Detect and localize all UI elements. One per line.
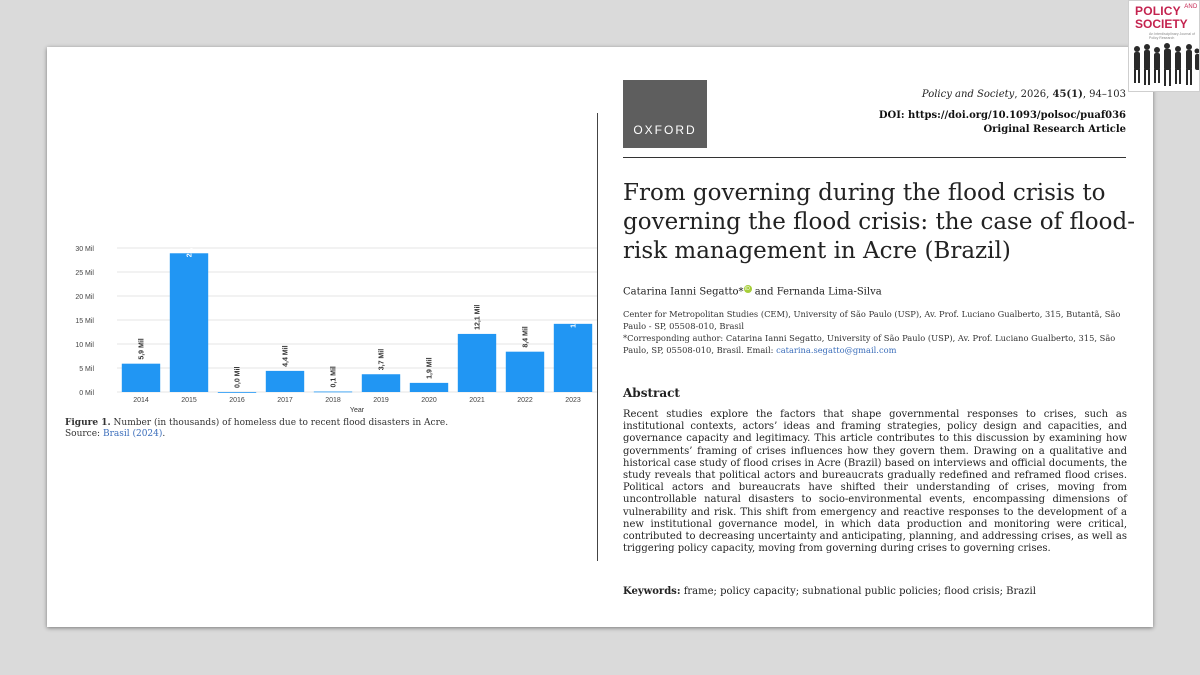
- cover-subtitle: An Interdisciplinary Journal of Policy Research: [1149, 32, 1195, 40]
- keywords: [623, 586, 1036, 597]
- cover-title-1: [1135, 4, 1197, 18]
- bar: [410, 383, 448, 392]
- x-tick-label: 2022: [517, 397, 533, 404]
- bar: [170, 253, 208, 392]
- oxford-logo: [623, 80, 707, 148]
- author-list: [623, 285, 882, 297]
- citation-pages: , 94–103: [1082, 89, 1126, 100]
- figure-caption: [65, 418, 585, 440]
- bar: [506, 352, 544, 392]
- author-2: Fernanda Lima-Silva: [776, 286, 882, 298]
- corresponding-author: [623, 332, 1128, 356]
- y-tick-label: 20 Mil: [75, 294, 94, 301]
- y-tick-label: 5 Mil: [79, 366, 94, 373]
- keywords-list: frame; policy capacity; subnational public policies; flood crisis; Brazil: [680, 586, 1036, 597]
- article-title: From governing during the flood crisis to governing the flood crisis: the case of flood-risk management in Acre (Brazil): [623, 180, 1135, 264]
- bar-data-label: 4,4 Mil: [282, 345, 290, 367]
- slide-page: [47, 47, 1153, 627]
- x-tick-label: 2019: [373, 397, 389, 404]
- flood-homeless-chart: [67, 242, 607, 418]
- bar-data-label: 14,2 Mil: [570, 302, 578, 328]
- bar-data-label: 8,4 Mil: [522, 326, 530, 348]
- x-axis-label: Year: [349, 407, 365, 414]
- source-end: .: [162, 429, 166, 439]
- x-tick-label: 2014: [133, 397, 149, 404]
- x-tick-label: 2018: [325, 397, 341, 404]
- email-link[interactable]: catarina.segatto@gmail.com: [776, 345, 897, 355]
- author-1: Catarina Ianni Segatto: [623, 286, 739, 298]
- source-link[interactable]: Brasil (2024): [102, 429, 163, 439]
- orcid-icon[interactable]: iD: [745, 286, 750, 292]
- journal-name: Policy and Society: [921, 89, 1015, 100]
- bar: [122, 364, 160, 392]
- corresponding-mark: *: [738, 286, 744, 298]
- citation-volume: 45(1): [1052, 89, 1083, 100]
- affiliation-text: Center for Metropolitan Studies (CEM), University of São Paulo (USP), Av. Prof. Luciano Gualberto, 315, Butantã, São Paulo - SP, 05508-010, Brasil: [623, 309, 1121, 331]
- people-silhouette-icon: [1129, 41, 1200, 92]
- bar: [314, 392, 352, 393]
- x-tick-label: 2023: [565, 397, 581, 404]
- y-tick-label: 0 Mil: [79, 390, 94, 397]
- affiliations: [623, 308, 1128, 356]
- journal-citation: [922, 89, 1126, 100]
- bar-data-label: 0,1 Mil: [330, 366, 338, 388]
- corresponding-text: *Corresponding author: Catarina Ianni Segatto, University of São Paulo (USP), Av. Prof. Luciano Gualberto, 315, São Paulo, SP, 05508-010, Brasil. Email:: [623, 333, 1116, 355]
- x-tick-label: 2020: [421, 397, 437, 404]
- x-tick-label: 2016: [229, 397, 245, 404]
- source-line: [65, 429, 585, 440]
- article-type: Original Research Article: [983, 124, 1126, 135]
- x-tick-label: 2015: [181, 397, 197, 404]
- keywords-label: Keywords:: [623, 586, 681, 597]
- cover-title-2: SOCIETY: [1135, 17, 1188, 31]
- header-rule: [623, 157, 1126, 158]
- doi-line: DOI: https://doi.org/10.1093/polsoc/puaf036: [878, 110, 1126, 121]
- bar: [218, 392, 256, 393]
- caption-line: [65, 418, 585, 429]
- cover-title-policy: POLICY: [1135, 4, 1181, 18]
- y-tick-label: 30 Mil: [75, 246, 94, 253]
- x-tick-label: 2021: [469, 397, 485, 404]
- bar-data-label: 0,0 Mil: [234, 366, 242, 388]
- bar-data-label: 5,9 Mil: [138, 338, 146, 360]
- figure-caption-text: Number (in thousands) of homeless due to recent flood disasters in Acre.: [110, 418, 449, 428]
- abstract-heading: Abstract: [623, 386, 680, 400]
- y-tick-label: 25 Mil: [75, 270, 94, 277]
- author-join: and: [751, 286, 777, 298]
- bar: [362, 374, 400, 392]
- x-tick-label: 2017: [277, 397, 293, 404]
- source-label: Source:: [65, 429, 103, 439]
- bar: [266, 371, 304, 392]
- oxford-logo-text: OXFORD: [633, 123, 697, 137]
- y-tick-label: 10 Mil: [75, 342, 94, 349]
- bar-data-label: 28,9 Mil: [186, 242, 194, 258]
- cover-title-and: AND: [1184, 4, 1198, 10]
- journal-cover-thumbnail: [1128, 0, 1200, 92]
- bar-data-label: 3,7 Mil: [378, 348, 386, 371]
- bar: [554, 324, 592, 392]
- bar: [458, 334, 496, 392]
- citation-year: , 2026,: [1014, 89, 1053, 100]
- bar-data-label: 12,1 Mil: [474, 304, 482, 330]
- bar-data-label: 1,9 Mil: [426, 357, 434, 379]
- bar-chart-svg: [67, 242, 607, 414]
- abstract-text: Recent studies explore the factors that shape governmental responses to crises, such as institutional contexts, actors’ ideas and framing strategies, policy design and capacities, and governance capacity and legitimacy. This article contributes to this discussion by examining how governments’ framing of crises influences how they govern them. Drawing on a qualitative and historical case study of flood crises in Acre (Brazil) based on interviews and official documents, the study reveals that political actors and bureaucrats gradually redefined and reframed flood crises. Political actors and bureaucrats have shifted their understanding of crises, moving from uncontrollable natural disasters to socio-environmental events, encompassing dimensions of vulnerability and risk. This shift from emergency and reactive responses to the development of a new institutional governance model, in which data production and monitoring were critical, contributed to decreasing uncertainty and anticipating, planning, and addressing crises, as well as triggering policy capacity, moving from governing during crises to governing crises.: [623, 409, 1127, 555]
- y-tick-label: 15 Mil: [75, 318, 94, 325]
- figure-label: Figure 1.: [65, 418, 111, 428]
